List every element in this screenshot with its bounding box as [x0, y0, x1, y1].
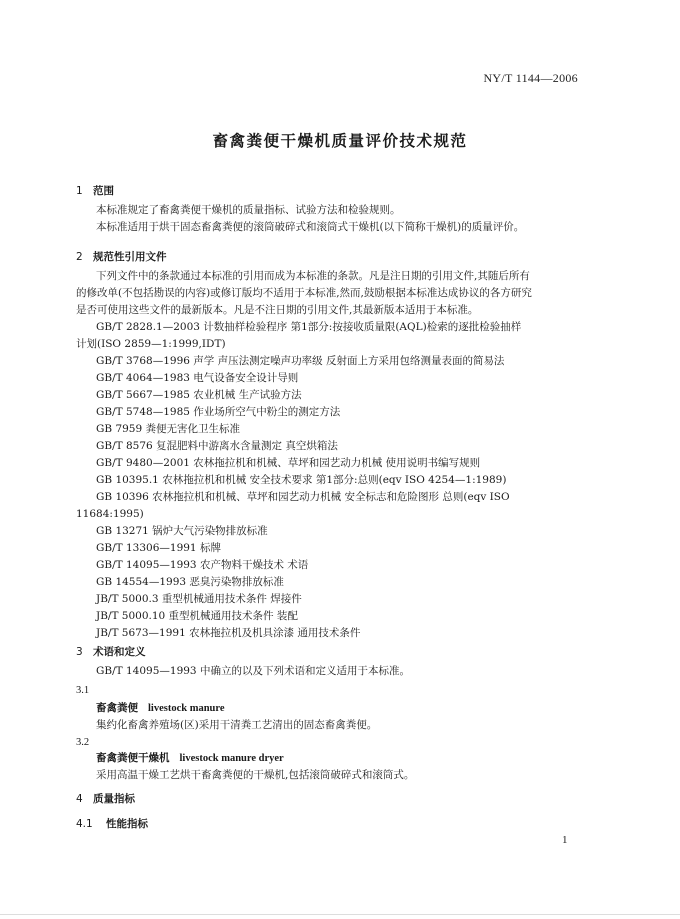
scope-paragraph-1: 本标准规定了畜禽粪便干燥机的质量指标、试验方法和检验规则。	[96, 204, 401, 216]
reference-item: GB 7959 粪便无害化卫生标准	[96, 423, 241, 435]
page-edge	[0, 914, 680, 915]
references-intro-line-2: 的修改单(不包括勘误的内容)或修订版均不适用于本标准,然而,鼓励根据本标准达成协议的各方研究	[76, 287, 532, 299]
page-number: 1	[562, 834, 568, 846]
reference-item: GB/T 2828.1—2003 计数抽样检验程序 第1部分:按接收质量限(AQL)检索的逐批检验抽样	[96, 321, 522, 333]
term-3-1-title: 畜禽粪便 livestock manure	[96, 702, 225, 714]
standard-code: NY/T 1144—2006	[483, 71, 578, 85]
scope-paragraph-2: 本标准适用于烘干固态畜禽粪便的滚筒破碎式和滚筒式干燥机(以下简称干燥机)的质量评价。	[96, 221, 525, 233]
term-3-2-title: 畜禽粪便干燥机 livestock manure dryer	[96, 752, 284, 764]
term-3-1-definition: 集约化畜禽养殖场(区)采用干清粪工艺清出的固态畜禽粪便。	[96, 719, 378, 731]
section-heading-4: 4 质量指标	[76, 793, 135, 805]
reference-item: GB/T 14095—1993 农产物料干燥技术 术语	[96, 559, 309, 571]
document-title: 畜禽粪便干燥机质量评价技术规范	[212, 132, 468, 150]
section-heading-3: 3 术语和定义	[76, 646, 146, 658]
reference-item: GB 13271 锅炉大气污染物排放标准	[96, 525, 268, 537]
reference-item: GB/T 5748—1985 作业场所空气中粉尘的测定方法	[96, 406, 341, 418]
term-number-3-1: 3.1	[76, 685, 90, 696]
term-3-2-definition: 采用高温干燥工艺烘干畜禽粪便的干燥机,包括滚筒破碎式和滚筒式。	[96, 769, 415, 781]
subsection-heading-4-1: 4.1 性能指标	[76, 818, 148, 830]
reference-item: GB/T 9480—2001 农林拖拉机和机械、草坪和园艺动力机械 使用说明书编写规则	[96, 457, 481, 469]
reference-item: GB/T 3768—1996 声学 声压法测定噪声功率级 反射面上方采用包络测量表面的简易法	[96, 355, 505, 367]
term-number-3-2: 3.2	[76, 737, 90, 748]
reference-item: GB 10395.1 农林拖拉机和机械 安全技术要求 第1部分:总则(eqv ISO 4254—1:1989)	[96, 474, 507, 486]
section-heading-2: 2 规范性引用文件	[76, 251, 167, 263]
reference-item: 11684:1995)	[76, 508, 144, 520]
terms-intro: GB/T 14095—1993 中确立的以及下列术语和定义适用于本标准。	[96, 665, 410, 677]
reference-item: GB/T 4064—1983 电气设备安全设计导则	[96, 372, 299, 384]
reference-item: JB/T 5673—1991 农林拖拉机及机具涂漆 通用技术条件	[96, 627, 361, 639]
reference-item: JB/T 5000.10 重型机械通用技术条件 装配	[96, 610, 298, 622]
reference-item: GB 14554—1993 恶臭污染物排放标准	[96, 576, 284, 588]
reference-item: GB/T 13306—1991 标牌	[96, 542, 221, 554]
reference-item: 计划(ISO 2859—1:1999,IDT)	[76, 338, 226, 350]
reference-item: GB/T 5667—1985 农业机械 生产试验方法	[96, 389, 302, 401]
reference-item: GB 10396 农林拖拉机和机械、草坪和园艺动力机械 安全标志和危险图形 总则(eqv ISO	[96, 491, 510, 503]
reference-item: JB/T 5000.3 重型机械通用技术条件 焊接件	[96, 593, 302, 605]
references-intro-line-3: 是否可使用这些文件的最新版本。凡是不注日期的引用文件,其最新版本适用于本标准。	[76, 304, 479, 316]
section-heading-1: 1 范围	[76, 185, 114, 197]
references-intro-line-1: 下列文件中的条款通过本标准的引用而成为本标准的条款。凡是注日期的引用文件,其随后所有	[96, 270, 530, 282]
reference-item: GB/T 8576 复混肥料中游离水含量测定 真空烘箱法	[96, 440, 338, 452]
